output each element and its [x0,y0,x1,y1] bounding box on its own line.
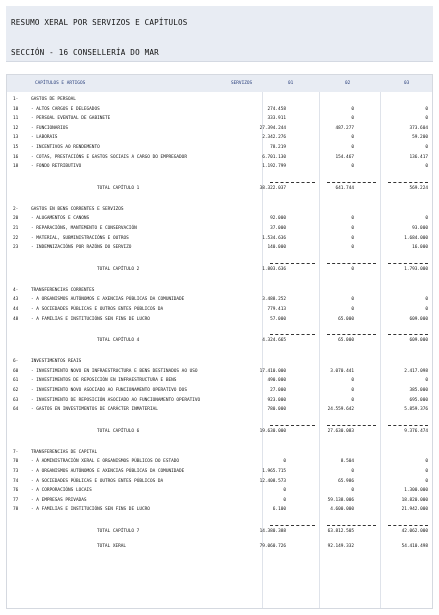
row-code: 62 [13,388,19,393]
service-01-amount: 140.000 [267,245,286,251]
service-01-amount: 4.324.665 [262,338,286,344]
table-row [7,214,432,223]
row-code: 76 [13,488,19,494]
row-code: 74 [13,478,19,484]
row-code: 60 [13,368,19,374]
service-02-amount: 0 [351,226,354,231]
service-01-amount: 2.342.276 [262,135,286,141]
row-description: - ALUGAMENTOS E CANONS [31,216,90,222]
chapter-total-row [7,336,432,345]
service-01-amount: 27.394.244 [259,125,286,131]
table-row [7,305,432,314]
table-row [7,405,432,414]
row-code: 77 [13,497,19,503]
total-label: TOTAL CAPÍTULO 4 [97,338,140,344]
service-03-amount: 695.000 [409,397,428,403]
row-code: 48 [13,316,19,322]
chapter-heading-row [7,95,432,104]
chapter-total-row [7,527,432,536]
report-header [6,6,433,62]
service-03-amount: 0 [425,116,428,122]
service-02-amount: 0 [351,378,354,384]
service-02-amount: 0 [351,216,354,222]
report-title: RESUMO XERAL POR SERVIZOS E CAPÍTULOS [11,18,188,27]
subtotal-rule [388,263,428,264]
table-row [7,114,432,123]
row-description: - A SOCIEDADES PÚBLICAS E OUTROS ENTES PÚBLICOS DA [31,307,164,312]
service-02-amount: 641.744 [335,185,354,191]
table-row [7,367,432,376]
row-code: 15 [13,145,19,150]
subtotal-rule [327,334,376,335]
service-01-amount: 0 [283,497,286,503]
table-row [7,467,432,476]
table-row [7,105,432,114]
table-row [7,295,432,304]
service-03-amount: 0 [425,164,428,170]
service-03-amount: 21.942.000 [401,507,428,513]
row-description: INVESTIMENTOS REAIS [31,359,82,365]
section-title: SECCIÓN - 16 CONSELLERÍA DO MAR [11,48,159,57]
service-01-column-label: 01 [288,81,294,86]
service-01-amount: 12.408.573 [259,478,286,484]
service-01-amount: 79.060.726 [259,544,286,549]
table-row [7,224,432,233]
subtotal-rule [388,182,428,183]
service-01-amount: 3.488.252 [262,297,286,303]
total-label: TOTAL CAPÍTULO 2 [97,266,140,272]
service-03-column-label: 03 [404,81,410,86]
row-description: TRANSFERENCIAS CORRENTES [31,287,95,293]
service-03-amount: 18.820.000 [401,497,428,503]
row-code: 23 [13,245,19,251]
row-description: - COTAS, PRESTACIÓNS E GASTOS SOCIAIS A CARGO DO EMPREGADOR [31,154,187,160]
service-03-amount: 2.417.098 [404,368,428,374]
row-description: - A ORGANISMOS AUTÓNOMOS E AXENCIAS PÚBLICAS DA COMUNIDADE [31,297,185,303]
service-01-amount: 14.380.388 [259,529,286,534]
service-03-amount: 0 [425,297,428,303]
service-01-amount: 1.192.799 [262,164,286,170]
row-code: 12 [13,125,19,131]
service-02-amount: 0 [351,235,354,241]
service-01-amount: 92.000 [270,216,286,222]
service-03-amount: 0 [425,307,428,312]
row-description: GASTOS DE PERSOAL [31,97,76,102]
service-02-amount: 0 [351,388,354,393]
service-01-amount: 1.803.636 [262,266,286,272]
service-03-amount: 42.062.000 [401,529,428,534]
service-01-amount: 19.630.000 [259,428,286,434]
subtotal-rule [327,425,376,426]
service-02-amount: 63.812.505 [327,529,354,534]
row-code: 2- [13,206,19,212]
total-label: TOTAL XERAL [97,544,127,549]
service-01-amount: 490.000 [267,378,286,384]
row-description: - INVESTIMENTO NOVO ASOCIADO AO FUNCIONAMENTO OPERATIVO DOS [31,388,187,393]
row-description: - INVESTIMENTO DE REPOSICIÓN ASOCIADO AO FUNCIONAMENTO OPERATIVO [31,397,201,403]
service-01-amount: 37.000 [270,226,286,231]
total-label: TOTAL CAPÍTULO 1 [97,185,140,191]
service-01-amount: 17.410.000 [259,368,286,374]
grand-total-row [7,542,432,551]
service-03-amount: 1.684.000 [404,235,428,241]
row-description: - LABORAIS [31,135,58,141]
subtotal-rule [270,263,315,264]
row-code: 73 [13,469,19,474]
service-01-amount: 78.219 [270,145,286,150]
service-03-amount: 0 [425,459,428,465]
service-02-amount: 0 [351,469,354,474]
row-code: 43 [13,297,19,303]
total-label: TOTAL CAPÍTULO 6 [97,428,140,434]
service-02-amount: 0 [351,307,354,312]
service-03-amount: 569.224 [409,185,428,191]
table-row [7,486,432,495]
service-03-amount: 0 [425,478,428,484]
service-03-amount: 0 [425,378,428,384]
service-02-amount: 0 [351,116,354,122]
row-description: - A ORGANISMOS AUTÓNOMOS E AXENCIAS PÚBLICAS DA COMUNIDADE [31,469,185,474]
subtotal-rule [388,334,428,335]
row-code: 6- [13,359,19,365]
row-code: 11 [13,116,19,122]
subtotal-rule [270,525,315,526]
service-02-amount: 27.630.083 [327,428,354,434]
service-01-amount: 333.911 [267,116,286,122]
service-01-amount: 0 [283,488,286,494]
table-row [7,153,432,162]
service-02-amount: 0 [351,164,354,170]
chapter-total-row [7,427,432,436]
row-description: GASTOS EN BENS CORRENTES E SERVIZOS [31,206,124,212]
service-03-amount: 0 [425,469,428,474]
row-code: 44 [13,307,19,312]
row-description: - A CORPORACIÓNS LOCAIS [31,488,92,494]
service-01-amount: 27.000 [270,388,286,393]
row-description: - A SOCIEDADES PÚBLICAS E OUTROS ENTES PÚBLICOS DA [31,478,164,484]
row-code: 18 [13,164,19,170]
row-description: TRANSFERENCIAS DE CAPITAL [31,449,98,455]
chapter-heading-row [7,357,432,366]
table-row [7,386,432,395]
row-code: 16 [13,154,19,160]
service-03-amount: 0 [425,145,428,150]
row-description: - A FAMILIAS E INSTITUCIÓNS SEN FINS DE LUCRO [31,316,150,322]
service-01-amount: 0 [283,459,286,465]
service-02-amount: 65.000 [338,316,354,322]
row-code: 10 [13,106,19,112]
table-row [7,143,432,152]
service-02-amount: 65.986 [338,478,354,484]
service-02-amount: 65.000 [338,338,354,344]
subtotal-rule [327,182,376,183]
subtotal-rule [270,425,315,426]
service-03-amount: 373.604 [409,125,428,131]
row-description: - FUNCIONARIOS [31,125,69,131]
service-01-amount: 6.701.130 [262,154,286,160]
service-03-amount: 136.417 [409,154,428,160]
service-01-amount: 779.413 [267,307,286,312]
subtotal-rule [327,525,376,526]
service-01-amount: 274.458 [267,106,286,112]
service-03-amount: 16.000 [412,245,428,251]
table-row [7,243,432,252]
service-01-amount: 780.000 [267,407,286,413]
service-02-amount: 8.504 [340,459,354,465]
row-description: - ALTOS CARGOS E DELEGADOS [31,106,100,112]
row-description: - Á ADMINISTRACIÓN XERAL E ORGANISMOS PÚBLICOS DO ESTADO [31,459,180,465]
service-03-amount: 9.376.474 [404,428,428,434]
service-03-amount: 59.200 [412,135,428,141]
row-code: 1- [13,97,19,102]
service-02-amount: 0 [351,145,354,150]
row-code: 22 [13,235,19,241]
service-02-amount: 59.138.006 [327,497,354,503]
service-03-amount: 609.000 [409,316,428,322]
service-02-amount: 0 [351,297,354,303]
service-02-amount: 24.559.642 [327,407,354,413]
table-row [7,457,432,466]
service-03-amount: 609.000 [409,338,428,344]
service-01-amount: 38.322.037 [259,185,286,191]
row-description: - MATERIAL, SUBMINISTRACIÓNS E OUTROS [31,235,129,241]
chapter-heading-row [7,286,432,295]
table-row [7,162,432,171]
service-01-amount: 1.534.636 [262,235,286,241]
service-02-column-label: 02 [345,81,351,86]
service-02-amount: 4.600.000 [330,507,354,513]
row-code: 63 [13,397,19,403]
table-row [7,234,432,243]
service-03-amount: 1.793.000 [404,266,428,272]
table-row [7,124,432,133]
services-column-label: SERVIZOS [231,81,253,86]
row-description: - INVESTIMENTOS DE REPOSICIÓN EN INFRAESTRUCTURA E BENS [31,378,177,384]
service-02-amount: 0 [351,245,354,251]
chapter-heading-row [7,205,432,214]
service-02-amount: 0 [351,106,354,112]
subtotal-rule [327,263,376,264]
chapters-column-label: CAPÍTULOS E ARTIGOS [35,81,86,86]
row-description: - PERSOAL EVENTUAL DE GABINETE [31,116,111,122]
row-code: 78 [13,507,19,513]
row-code: 7- [13,449,19,455]
table-column-header [7,75,432,92]
table-row [7,496,432,505]
row-description: - FONDO RETRIBUTIVO [31,164,82,170]
row-description: - GASTOS EN INVESTIMENTOS DE CARÁCTER INMATERIAL [31,407,158,413]
budget-table [6,74,433,609]
table-row [7,477,432,486]
row-description: - A EMPRESAS PRIVADAS [31,497,87,503]
service-03-amount: 0 [425,216,428,222]
row-code: 4- [13,287,19,293]
service-01-amount: 57.000 [270,316,286,322]
subtotal-rule [388,425,428,426]
service-02-amount: 154.467 [335,154,354,160]
chapter-heading-row [7,448,432,457]
row-description: - INVESTIMENTO NOVO EN INFRAESTRUCTURA E BENS DESTINADOS AO USO [31,368,198,374]
row-description: - A FAMILIAS E INSTITUCIÓNS SEN FINS DE LUCRO [31,507,150,513]
service-03-amount: 1.300.000 [404,488,428,494]
service-02-amount: 92.149.332 [327,544,354,549]
service-01-amount: 923.000 [267,397,286,403]
service-01-amount: 1.965.715 [262,469,286,474]
service-02-amount: 0 [351,397,354,403]
chapter-total-row [7,265,432,274]
row-code: 70 [13,459,19,465]
service-03-amount: 0 [425,106,428,112]
service-03-amount: 5.859.376 [404,407,428,413]
table-row [7,376,432,385]
row-description: - REPARACIÓNS, MANTEMENTO E CONSERVACIÓN [31,226,137,231]
table-row [7,133,432,142]
service-02-amount: 3.070.441 [330,368,354,374]
service-03-amount: 93.000 [412,226,428,231]
service-03-amount: 385.000 [409,388,428,393]
row-description: - INCENTIVOS AO RENDEMENTO [31,145,100,150]
table-row [7,505,432,514]
service-02-amount: 0 [351,135,354,141]
row-code: 64 [13,407,19,413]
subtotal-rule [270,334,315,335]
table-row [7,315,432,324]
service-02-amount: 0 [351,488,354,494]
subtotal-rule [388,525,428,526]
row-description: - INDEMNIZACIÓNS POR RAZÓNS DO SERVIZO [31,245,132,251]
subtotal-rule [270,182,315,183]
row-code: 21 [13,226,19,231]
chapter-total-row [7,184,432,193]
row-code: 13 [13,135,19,141]
row-code: 61 [13,378,19,384]
total-label: TOTAL CAPÍTULO 7 [97,529,140,534]
service-03-amount: 54.410.498 [401,544,428,549]
service-01-amount: 6.100 [272,507,286,513]
row-code: 20 [13,216,19,222]
table-row [7,396,432,405]
service-02-amount: 487.277 [335,125,354,131]
service-02-amount: 0 [351,266,354,272]
